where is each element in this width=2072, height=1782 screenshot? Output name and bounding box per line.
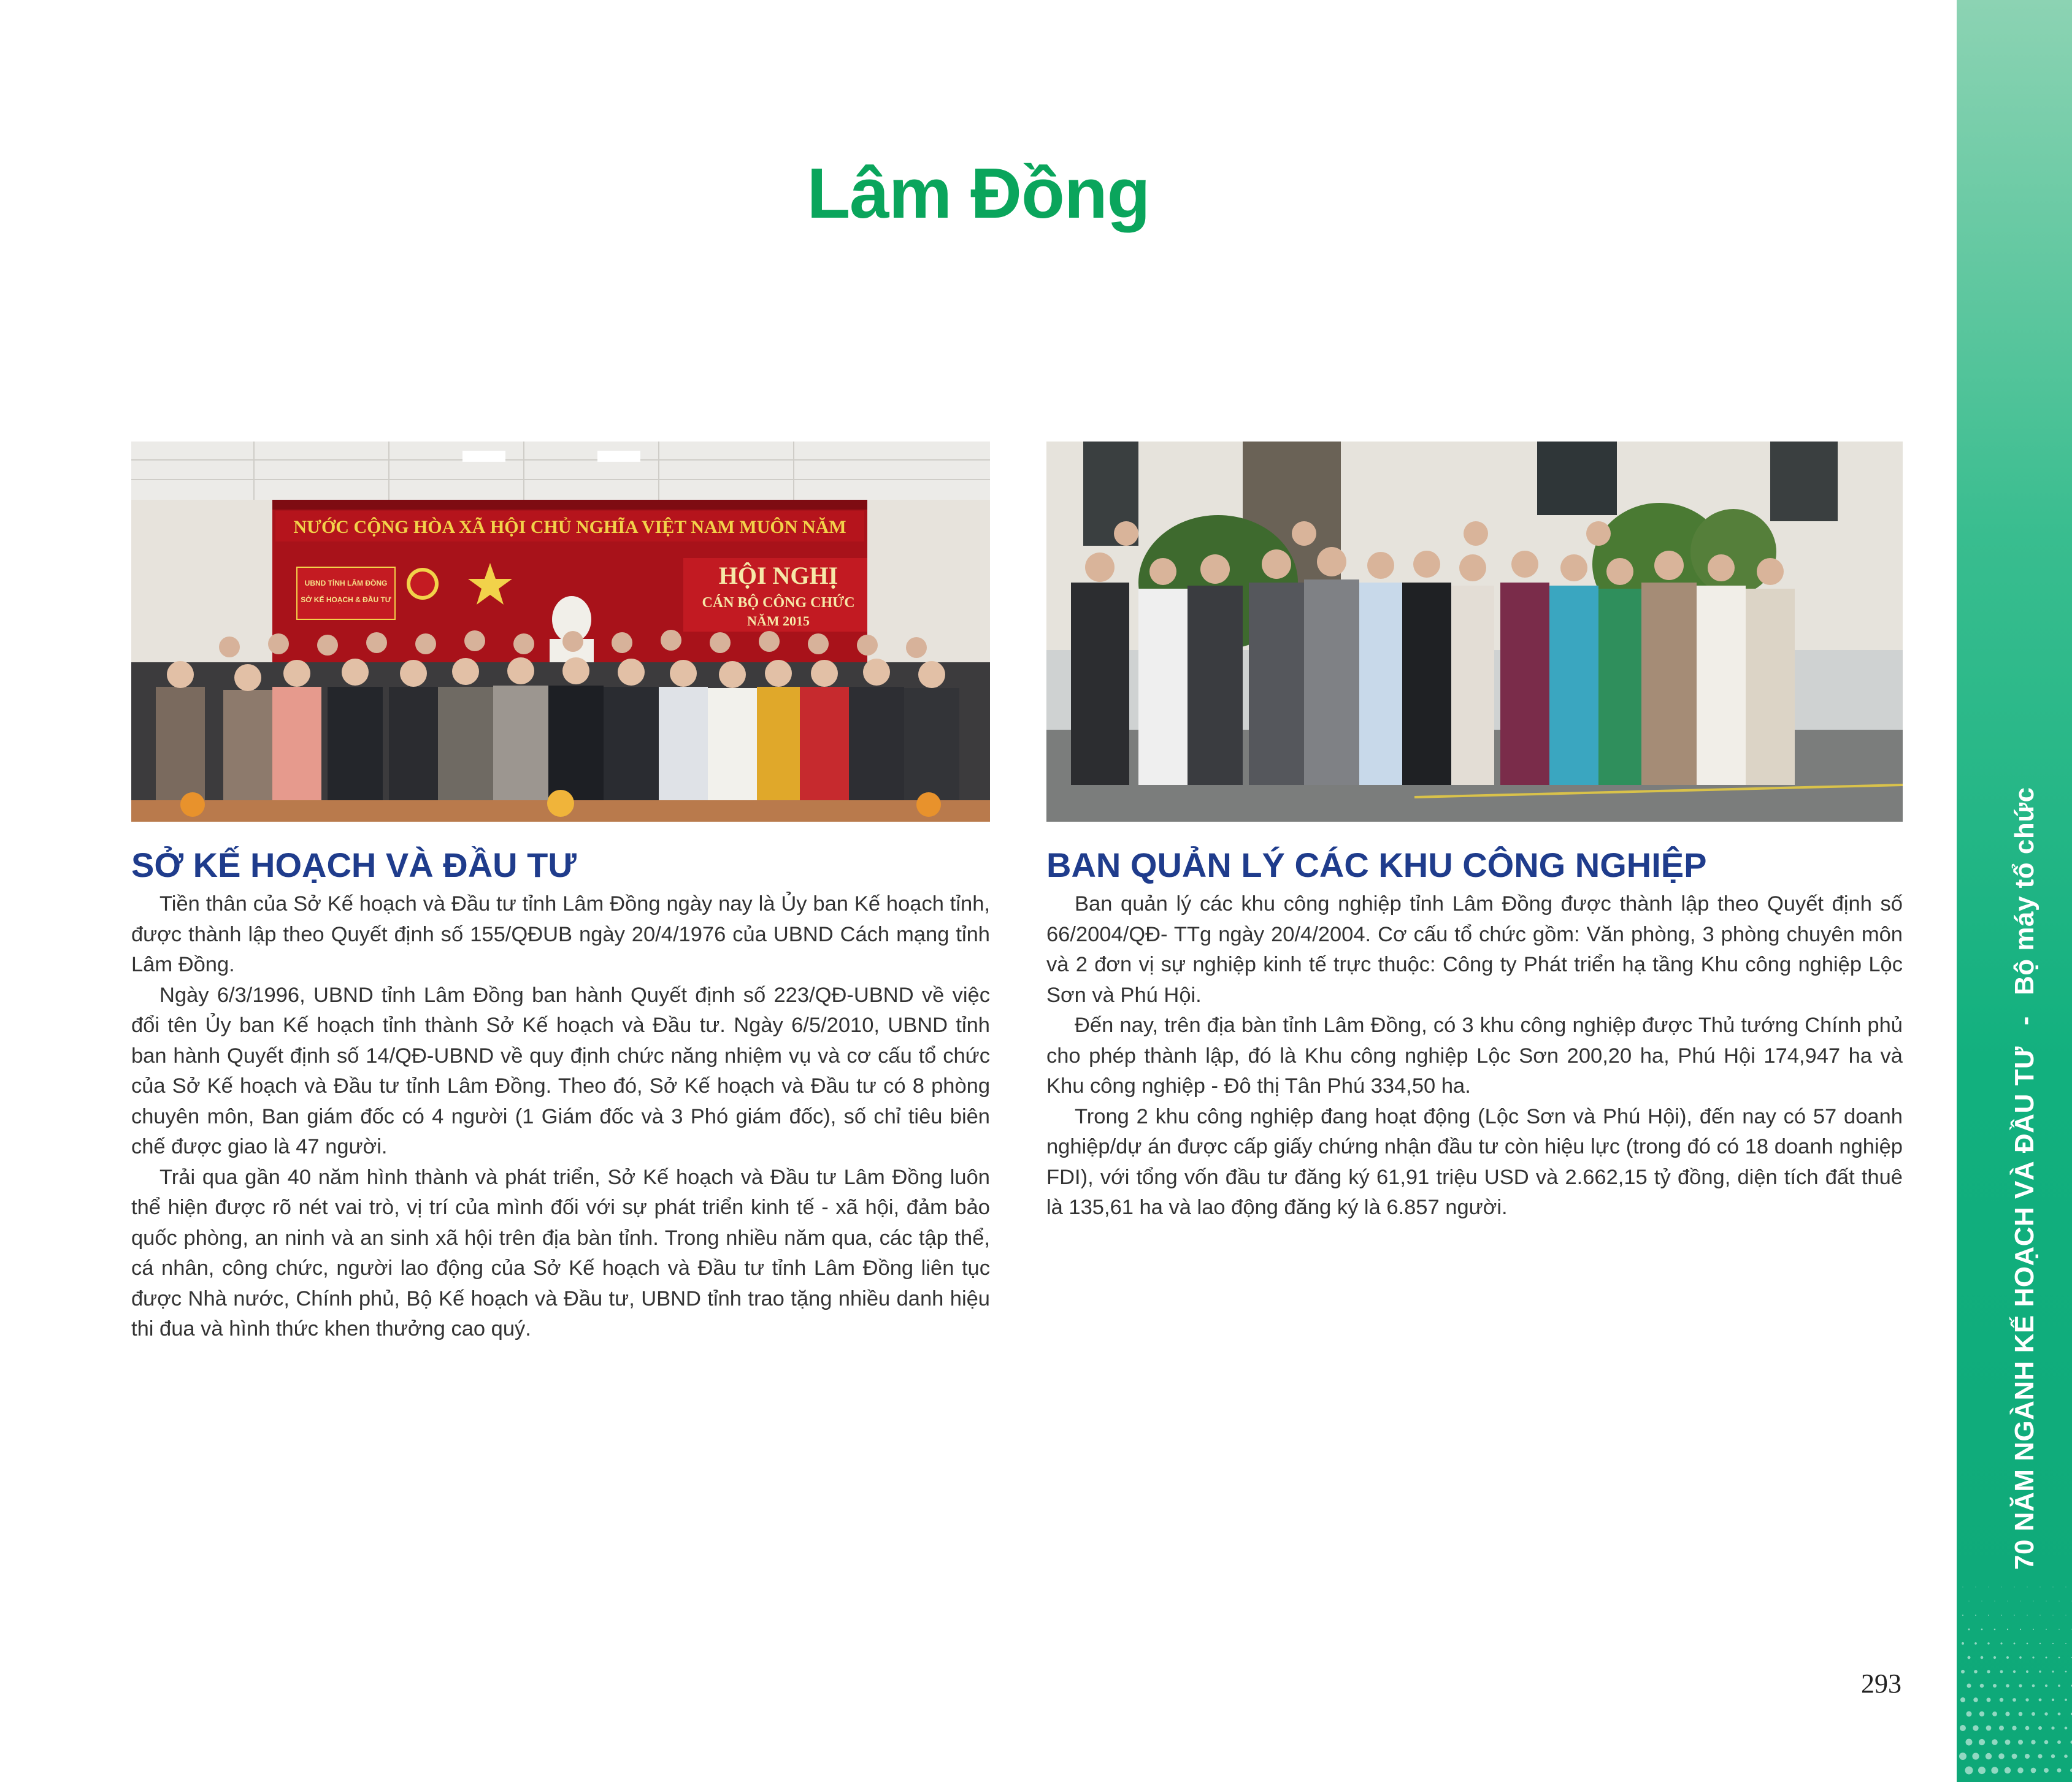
photo-conference-graphic (131, 442, 990, 822)
banner-text: NƯỚC CỘNG HÒA XÃ HỘI CHỦ NGHĨA VIỆT NAM MUÔN NĂM (293, 517, 846, 537)
paragraph-left-1: Tiền thân của Sở Kế hoạch và Đầu tư tỉnh Lâm Đồng ngày nay là Ủy ban Kế hoạch tỉnh, được thành lập theo Quyết định số 155/QĐUB ngày 20/4/1976 của UBND Cách mạng tỉnh Lâm Đồng. (131, 892, 990, 976)
side-band-text (2003, 787, 2046, 1570)
section-so-ke-hoach (131, 844, 990, 1345)
sign-line-2: SỞ KẾ HOẠCH & ĐẦU TƯ (301, 595, 391, 604)
side-band-title: 70 NĂM NGÀNH KẾ HOẠCH VÀ ĐẦU TƯ (2009, 1046, 2039, 1570)
board-line-1: HỘI NGHỊ (718, 562, 838, 589)
board-line-3: NĂM 2015 (746, 613, 810, 629)
section-heading-left: SỞ KẾ HOẠCH VÀ ĐẦU TƯ (131, 846, 577, 884)
side-band-separator: - (2009, 1016, 2039, 1026)
paragraph-right-1: Ban quản lý các khu công nghiệp tỉnh Lâm Đồng được thành lập theo Quyết định số 66/2004/QĐ- TTg ngày 20/4/2004. Cơ cấu tổ chức gồm: Văn phòng, 3 phòng chuyên môn và 2 đơn vị sự nghiệp kinh tế trực thuộc: Công ty Phát triển hạ tầng Khu công nghiệp Lộc Sơn và Phú Hội. (1046, 892, 1903, 1007)
sign-line-1: UBND TỈNH LÂM ĐỒNG (304, 579, 388, 587)
section-heading-right: BAN QUẢN LÝ CÁC KHU CÔNG NGHIỆP (1046, 846, 1707, 884)
paragraph-right-2: Đến nay, trên địa bàn tỉnh Lâm Đồng, có 3 khu công nghiệp được Thủ tướng Chính phủ cho phép thành lập, đó là Khu công nghiệp Lộc Sơn 200,20 ha, Phú Hội 174,947 ha và Khu công nghiệp - Đô thị Tân Phú 334,50 ha. (1046, 1014, 1903, 1098)
dot-pattern-graphic (1957, 1580, 2072, 1782)
page-title: Lâm Đồng (807, 153, 1150, 233)
paragraph-left-3: Trải qua gần 40 năm hình thành và phát triển, Sở Kế hoạch và Đầu tư Lâm Đồng luôn thể hiện được rõ nét vai trò, vị trí của mình đối với sự phát triển kinh tế - xã hội, đảm bảo quốc phòng, an ninh và an sinh xã hội trên địa bàn tỉnh. Trong nhiều năm qua, các tập thể, cá nhân, công chức, người lao động của Sở Kế hoạch và Đầu tư tỉnh Lâm Đồng liên tục được Nhà nước, Chính phủ, Bộ Kế hoạch và Đầu tư, UBND tỉnh trao tặng nhiều danh hiệu thi đua và hình thức khen thưởng cao quý. (131, 1165, 990, 1340)
paragraph-right-3: Trong 2 khu công nghiệp đang hoạt động (Lộc Sơn và Phú Hội), đến nay có 57 doanh nghiệp/dự án được cấp giấy chứng nhận đầu tư còn hiệu lực (trong đó có 18 doanh nghiệp FDI), với tổng vốn đầu tư đăng ký 61,91 triệu USD và 2.662,15 tỷ đồng, diện tích đất thuê là 135,61 ha và lao động đăng ký là 6.857 người. (1046, 1104, 1903, 1219)
page-number: 293 (1861, 1669, 1901, 1699)
paragraph-left-2: Ngày 6/3/1996, UBND tỉnh Lâm Đồng ban hành Quyết định số 223/QĐ-UBND về việc đổi tên Ủy ban Kế hoạch tỉnh thành Sở Kế hoạch và Đầu tư. Ngày 6/5/2010, UBND tỉnh ban hành Quyết định số 14/QĐ-UBND về quy định chức năng nhiệm vụ và cơ cấu tổ chức của Sở Kế hoạch và Đầu tư tỉnh Lâm Đồng. Theo đó, Sở Kế hoạch và Đầu tư có 8 phòng chuyên môn, Ban giám đốc có 4 người (1 Giám đốc và 3 Phó giám đốc), số chỉ tiêu biên chế được giao là 47 người. (131, 983, 990, 1158)
photo-outdoor-group (1046, 442, 1903, 822)
section-ban-quan-ly (1046, 844, 1903, 1223)
photo-outdoor-graphic (1046, 442, 1903, 822)
board-line-2: CÁN BỘ CÔNG CHỨC (702, 595, 855, 611)
side-band-subtitle: Bộ máy tổ chức (2009, 787, 2039, 996)
photo-conference-group (131, 442, 990, 822)
